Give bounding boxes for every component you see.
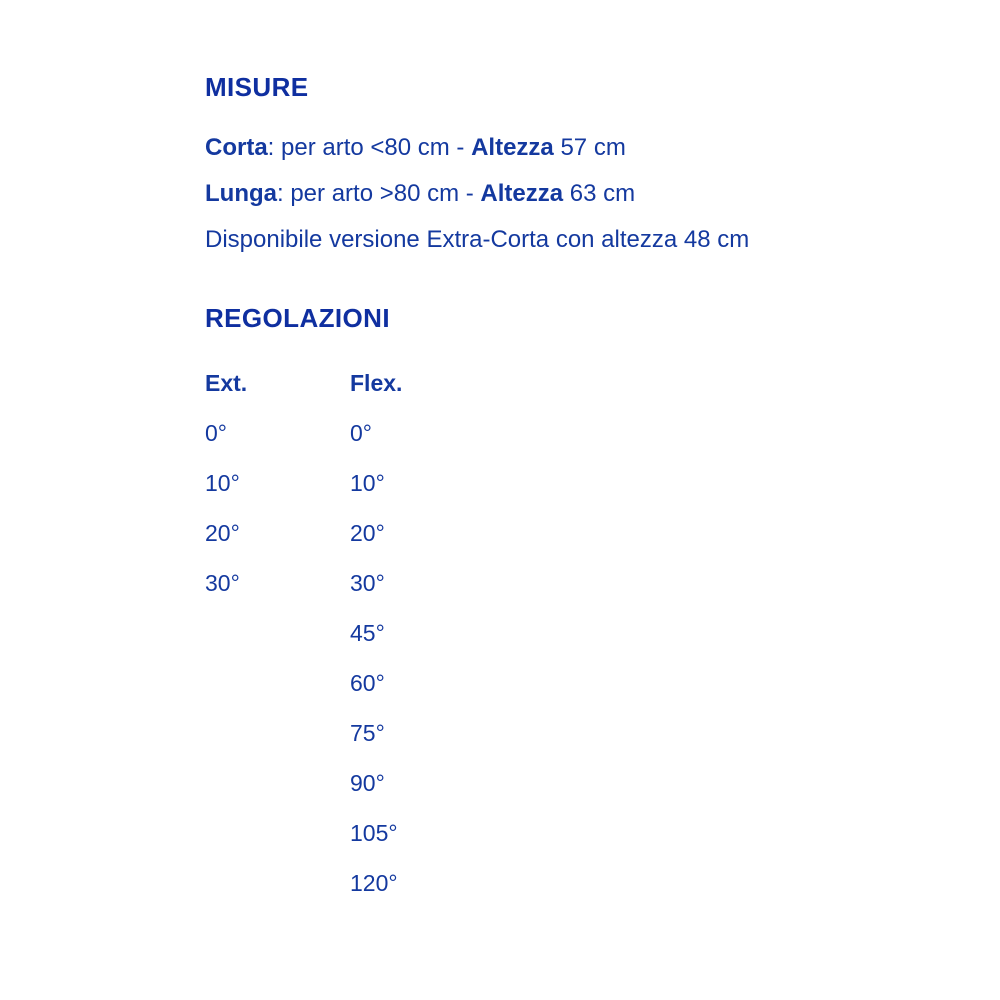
ext-value: 30° — [205, 570, 240, 597]
measures-section — [205, 72, 880, 263]
adjustments-table — [205, 358, 880, 908]
flex-value: 10° — [350, 470, 385, 497]
adjustments-column-ext — [205, 358, 350, 608]
flex-value: 30° — [350, 570, 385, 597]
measures-title: MISURE — [205, 72, 309, 102]
flex-value: 90° — [350, 770, 385, 797]
measure-lunga-height-value: 63 cm — [563, 180, 636, 208]
ext-value: 10° — [205, 470, 240, 497]
measure-note: Disponibile versione Extra-Corta con altezza 48 cm — [205, 226, 750, 254]
flex-value: 120° — [350, 870, 398, 897]
adjustments-section — [205, 303, 880, 908]
measure-corta-height-label: Altezza — [471, 134, 554, 162]
flex-value: 20° — [350, 520, 385, 547]
column-header-ext: Ext. — [205, 370, 248, 397]
measure-corta-text: : per arto <80 cm - — [267, 134, 472, 162]
ext-value: 0° — [205, 420, 227, 447]
measure-line-lunga — [205, 171, 880, 217]
flex-value: 0° — [350, 420, 372, 447]
column-header-flex: Flex. — [350, 370, 403, 397]
flex-value: 60° — [350, 670, 385, 697]
measure-lunga-height-label: Altezza — [480, 180, 564, 208]
flex-value: 75° — [350, 720, 385, 747]
measure-corta-height-value: 57 cm — [553, 134, 626, 162]
measure-lunga-label: Lunga — [205, 180, 277, 208]
flex-value: 105° — [350, 820, 398, 847]
ext-value: 20° — [205, 520, 240, 547]
measure-corta-label: Corta — [205, 134, 268, 162]
adjustments-column-flex — [350, 358, 550, 908]
measure-lunga-text: : per arto >80 cm - — [277, 180, 481, 208]
adjustments-title: REGOLAZIONI — [205, 303, 390, 334]
measure-line-corta — [205, 125, 880, 171]
flex-value: 45° — [350, 620, 385, 647]
